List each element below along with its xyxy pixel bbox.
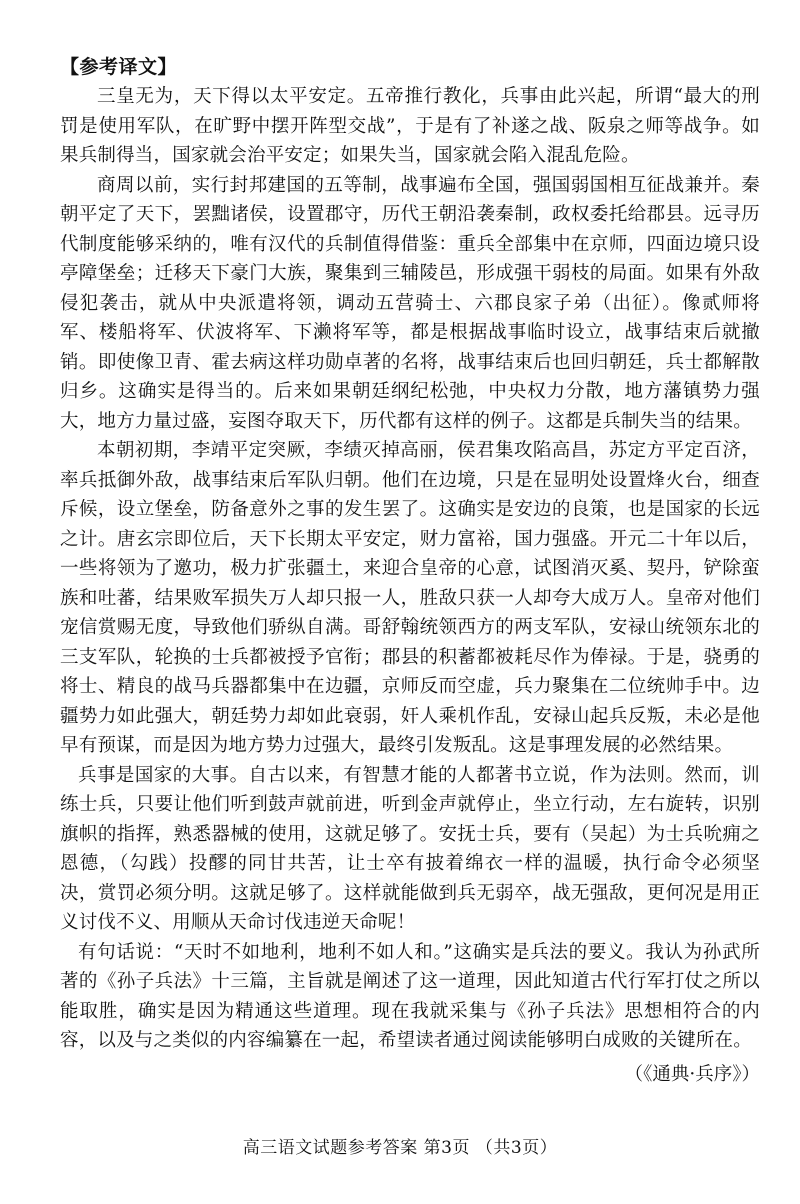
- source-citation: （《通典·兵序》）: [624, 1063, 760, 1085]
- paragraph-2: 商周以前，实行封邦建国的五等制，战事遍布全国，强国弱国相互征战兼并。秦朝平定了天下，罢黜诸侯，设置郡守，历代王朝沿袭秦制，政权委托给郡县。远寻历代制度能够采纳的，唯有汉代的兵制值得借鉴：重兵全部集中在京师，四面边境只设亭障堡垒；迁移天下豪门大族，聚集到三辅陵邑，形成强干弱枝的局面。如果有外敌侵犯袭击，就从中央派遣将领，调动五营骑士、六郡良家子弟（出征）。像贰师将军、楼船将军、伏波将军、下濑将军等，都是根据战事临时设立，战事结束后就撤销。即使像卫青、霍去病这样功勋卓著的名将，战事结束后也回归朝廷，兵士都解散归乡。这确实是得当的。后来如果朝廷纲纪松弛，中央权力分散，地方藩镇势力强大，地方力量过盛，妄图夺取天下，历代都有这样的例子。这都是兵制失当的结果。: [60, 174, 760, 432]
- paragraph-1: 三皇无为，天下得以太平安定。五帝推行教化，兵事由此兴起，所谓“最大的刑罚是使用军队，在旷野中摆开阵型交战”，于是有了补遂之战、阪泉之师等战争。如果兵制得当，国家就会治平安定；如果失当，国家就会陷入混乱危险。: [60, 86, 760, 166]
- paragraph-4: 兵事是国家的大事。自古以来，有智慧才能的人都著书立说，作为法则。然而，训练士兵，只要让他们听到鼓声就前进，听到金声就停止，坐立行动，左右旋转，识别旗帜的指挥，熟悉器械的使用，这就足够了。安抚士兵，要有（吴起）为士兵吮痈之恩德，（勾践）投醪的同甘共苦，让士卒有披着绵衣一样的温暖，执行命令必须坚决，赏罚必须分明。这就足够了。这样就能做到兵无弱卒，战无强敌，更何况是用正义讨伐不义、用顺从天命讨伐违逆天命呢！: [60, 764, 760, 933]
- paragraph-5: 有句话说：“天时不如地利，地利不如人和。”这确实是兵法的要义。我认为孙武所著的《孙子兵法》十三篇，主旨就是阐述了这一道理，因此知道古代行军打仗之所以能取胜，确实是因为精通这些道理。现在我就采集与《孙子兵法》思想相符合的内容，以及与之类似的内容编纂在一起，希望读者通过阅读能够明白成败的关键所在。: [60, 941, 760, 1051]
- page-footer: 高三语文试题参考答案 第3页 （共3页）: [242, 1138, 558, 1158]
- paragraph-3: 本朝初期，李靖平定突厥，李绩灭掉高丽，侯君集攻陷高昌，苏定方平定百济，率兵抵御外敌，战事结束后军队归朝。他们在边境，只是在显明处设置烽火台，细查斥候，设立堡垒，防备意外之事的发生罢了。这确实是安边的良策，也是国家的长远之计。唐玄宗即位后，天下长期太平安定，财力富裕，国力强盛。开元二十年以后，一些将领为了邀功，极力扩张疆土，来迎合皇帝的心意，试图消灭奚、契丹，铲除蛮族和吐蕃，结果败军损失万人却只报一人，胜敌只获一人却夸大成万人。皇帝对他们宠信赏赐无度，导致他们骄纵自满。哥舒翰统领西方的两支军队，安禄山统领东北的三支军队，轮换的士兵都被授予官衔；郡县的积蓄都被耗尽作为俸禄。于是，骁勇的将士、精良的战马兵器都集中在边疆，京师反而空虚，兵力聚集在二位统帅手中。边疆势力如此强大，朝廷势力却如此衰弱，奸人乘机作乱，安禄山起兵反叛，未必是他早有预谋，而是因为地方势力过强大，最终引发叛乱。这是事理发展的必然结果。: [60, 440, 760, 756]
- document-body: [60, 52, 760, 1090]
- translation-heading: 【参考译文】: [60, 56, 178, 78]
